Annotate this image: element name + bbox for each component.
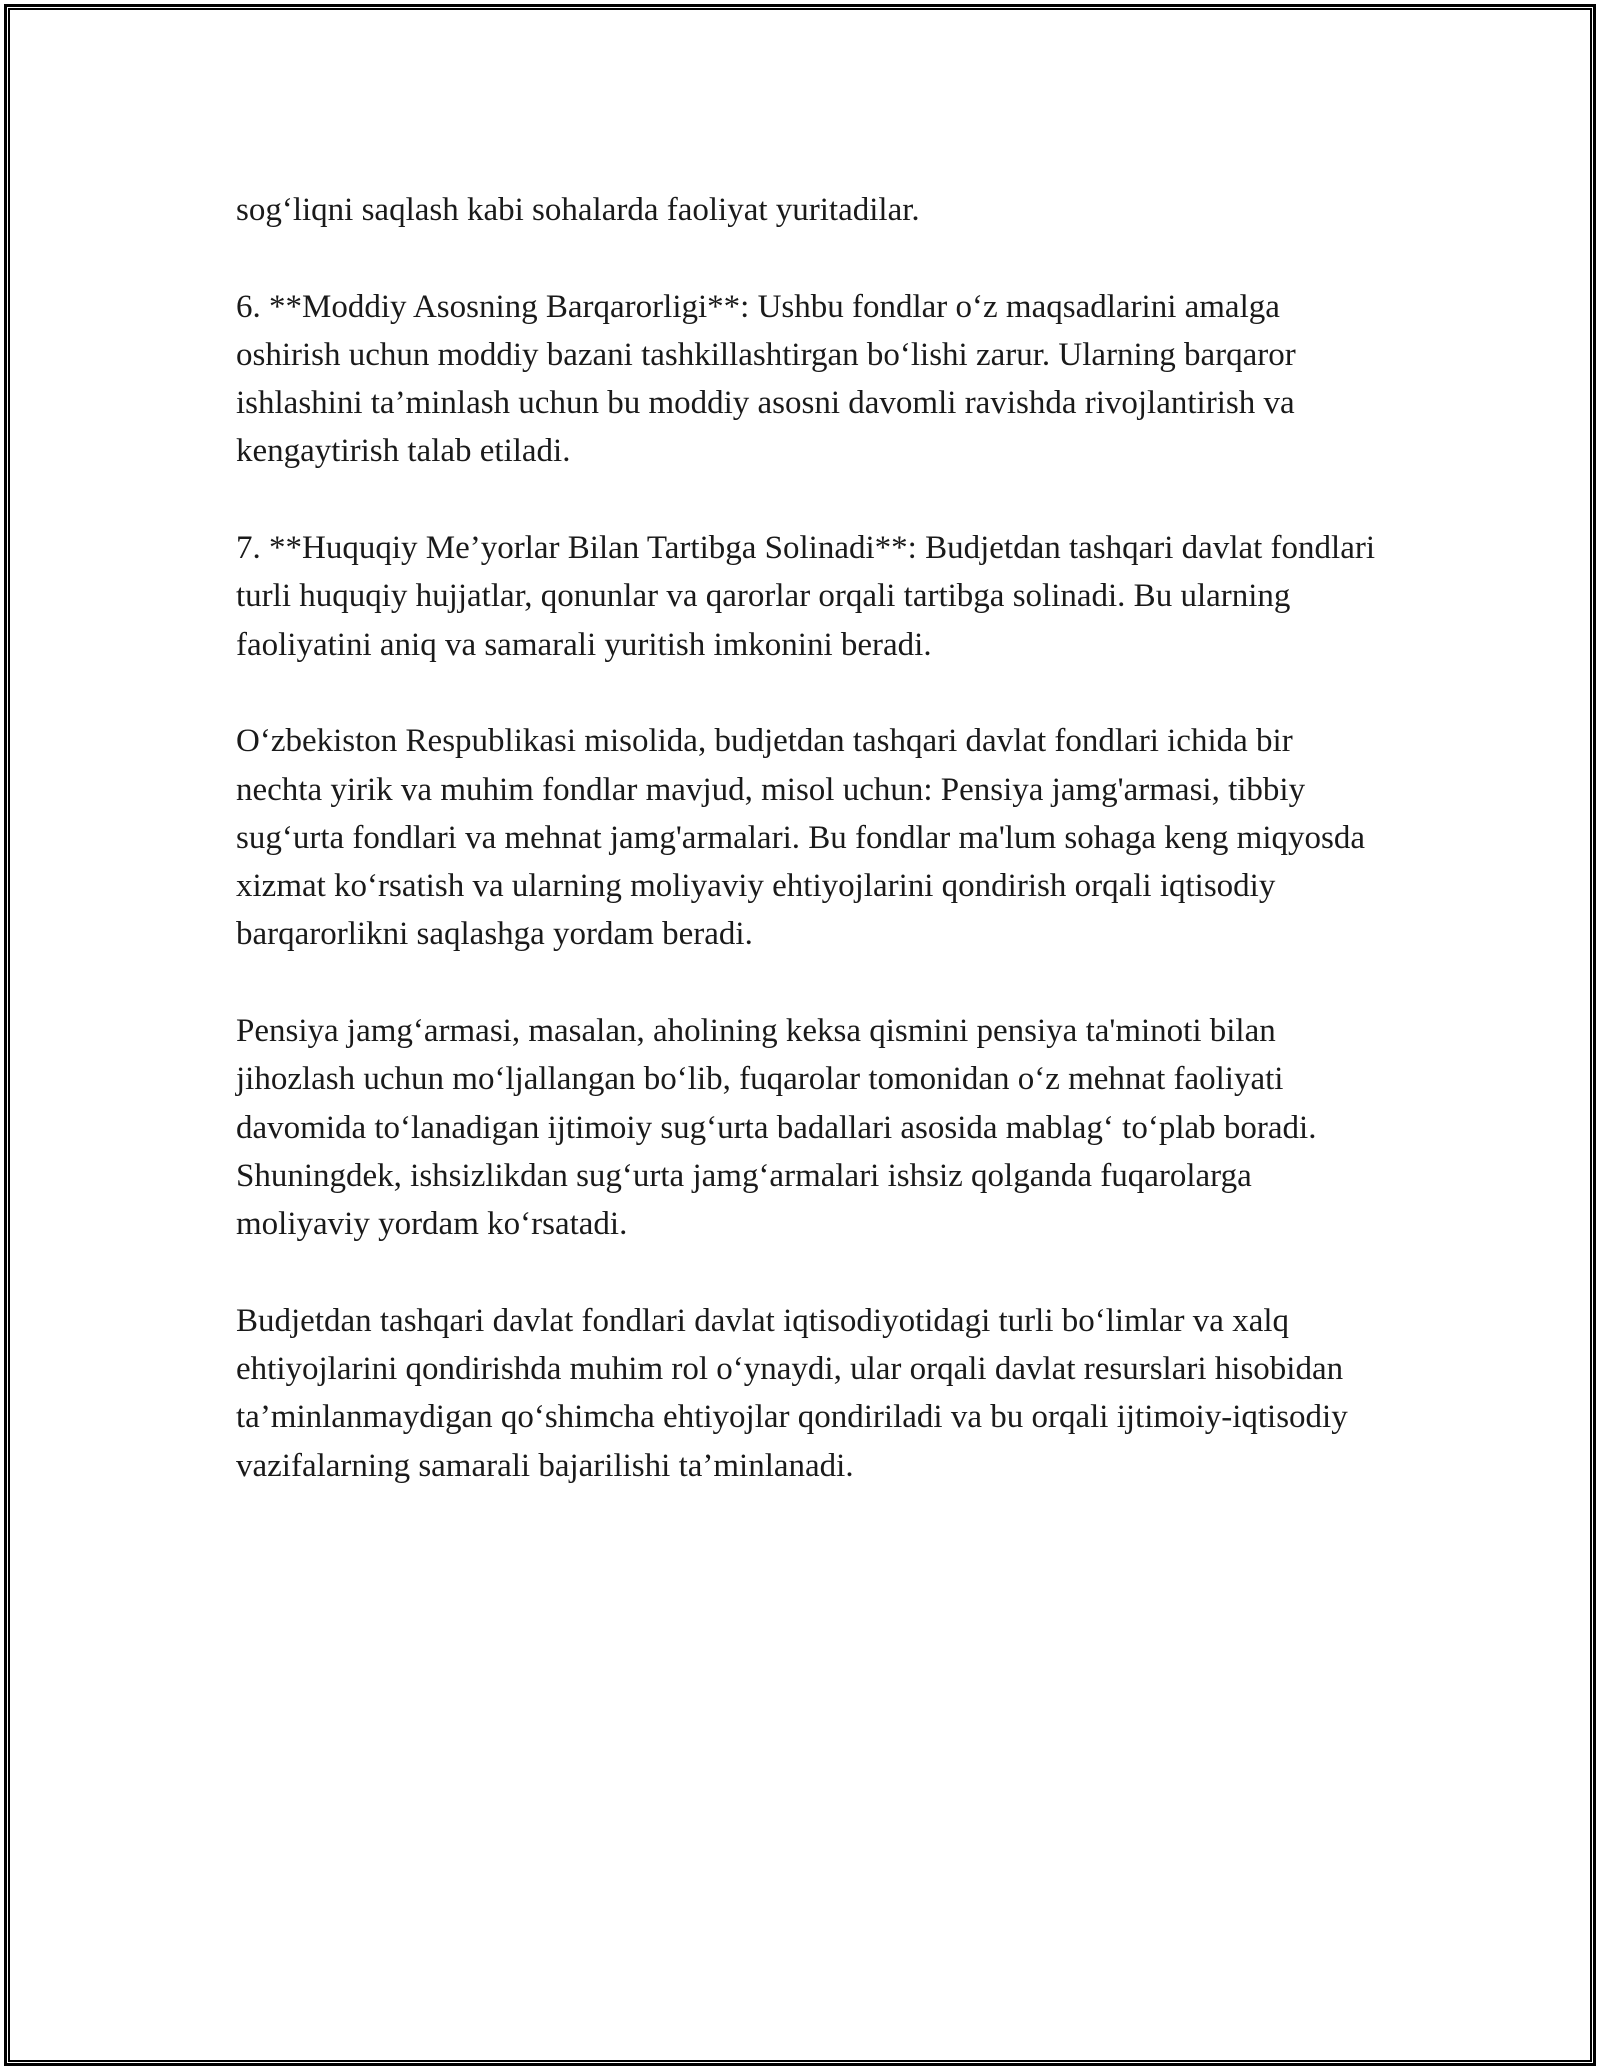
paragraph-pension-fund: Pensiya jamg‘armasi, masalan, aholining keksa qismini pensiya ta'minoti bilan jihozlash uchun mo‘ljallangan bo‘lib, fuqarolar tomonidan o‘z mehnat faoliyati davomida to‘lanadigan ijtimoiy sug‘urta badallari asosida mablag‘ to‘plab boradi. Shuningdek, ishsizlikdan sug‘urta jamg‘armalari ishsiz qolganda fuqarolarga moliyaviy yordam ko‘rsatadi. [236,1013,1317,1243]
paragraph-uzbekistan-example: O‘zbekiston Respublikasi misolida, budjetdan tashqari davlat fondlari ichida bir nechta yirik va muhim fondlar mavjud, misol uchun: Pensiya jamg'armasi, tibbiy sug‘urta fondlari va mehnat jamg'armalari. Bu fondlar ma'lum sohaga keng miqyosda xizmat ko‘rsatish va ularning moliyaviy ehtiyojlarini qondirish orqali iqtisodiy barqarorlikni saqlashga yordam beradi. [236,723,1365,953]
paragraph-conclusion: Budjetdan tashqari davlat fondlari davlat iqtisodiyotidagi turli bo‘limlar va xalq ehtiyojlarini qondirishda muhim rol o‘ynaydi, ular orqali davlat resurslari hisobidan ta’minlanmaydigan qo‘shimcha ehtiyojlar qondiriladi va bu orqali ijtimoiy-iqtisodiy vazifalarning samarali bajarilishi ta’minlanadi. [236,1302,1348,1484]
paragraph-continuation: sog‘liqni saqlash kabi sohalarda faoliyat yuritadilar. [236,192,920,228]
document-body [236,186,1376,1490]
paragraph-item-7: 7. **Huquqiy Me’yorlar Bilan Tartibga Solinadi**: Budjetdan tashqari davlat fondlari turli huquqiy hujjatlar, qonunlar va qarorlar orqali tartibga solinadi. Bu ularning faoliyatini aniq va samarali yuritish imkonini beradi. [236,530,1376,663]
paragraph-item-6: 6. **Moddiy Asosning Barqarorligi**: Ushbu fondlar o‘z maqsadlarini amalga oshirish uchun moddiy bazani tashkillashtirgan bo‘lishi zarur. Ularning barqaror ishlashini ta’minlash uchun bu moddiy asosni davomli ravishda rivojlantirish va kengaytirish talab etiladi. [236,288,1296,470]
